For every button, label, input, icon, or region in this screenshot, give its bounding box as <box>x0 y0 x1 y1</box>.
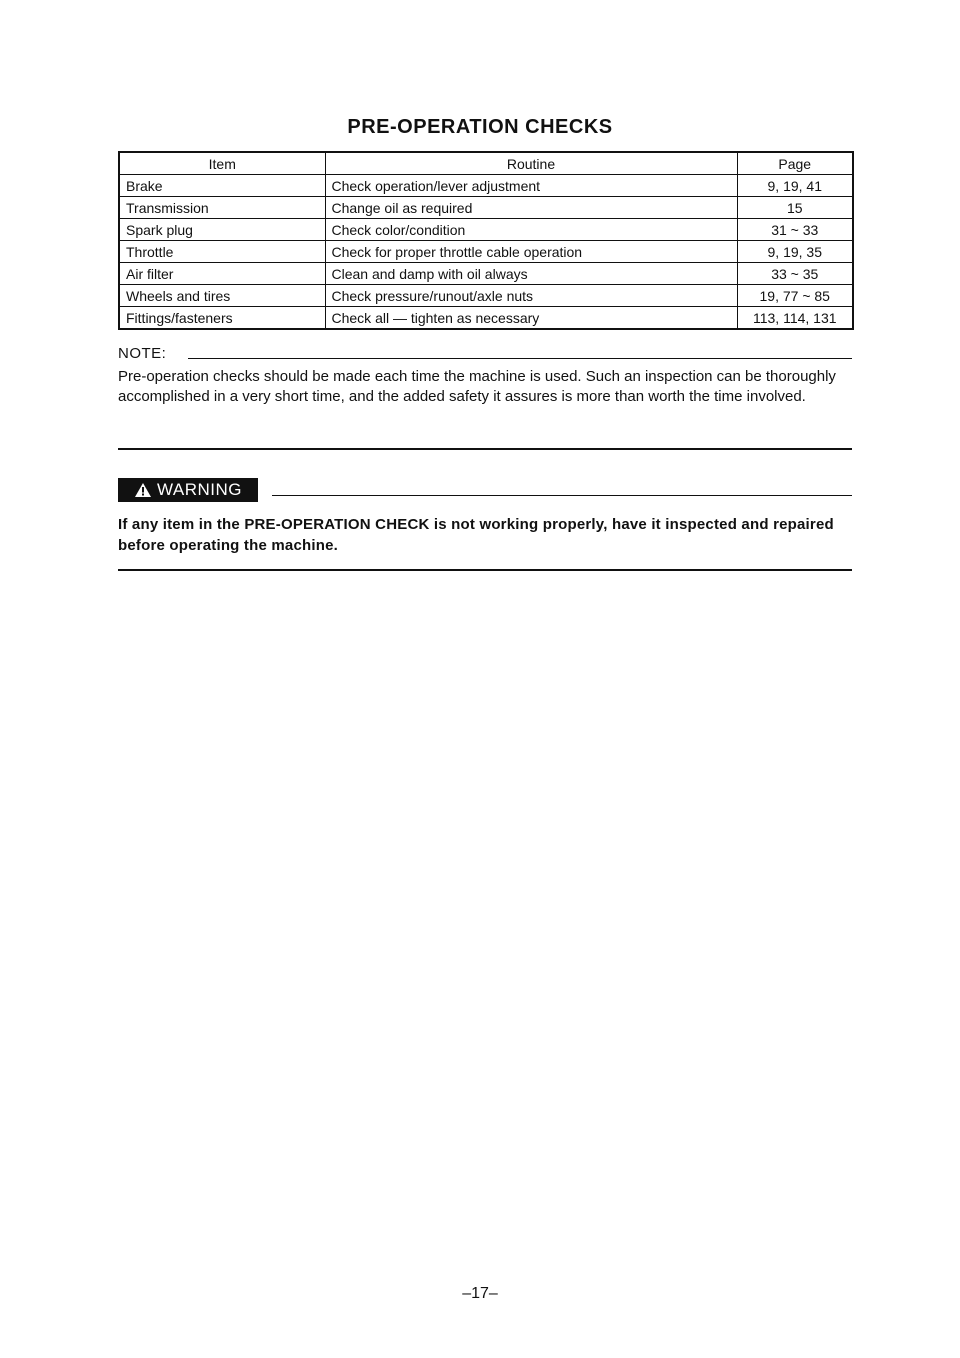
cell-item: Transmission <box>119 197 325 219</box>
pre-operation-checks-table <box>118 151 854 330</box>
table-header-row <box>119 152 853 175</box>
note-label: NOTE: <box>118 345 167 362</box>
cell-page: 31 ~ 33 <box>737 219 853 241</box>
note-divider <box>188 358 852 359</box>
header-routine: Routine <box>325 152 737 175</box>
warning-label: WARNING <box>156 480 243 499</box>
cell-routine: Check all — tighten as necessary <box>325 307 737 330</box>
warning-badge <box>118 478 258 502</box>
cell-item: Wheels and tires <box>119 285 325 307</box>
note-end-rule <box>118 448 852 450</box>
cell-item: Throttle <box>119 241 325 263</box>
cell-page: 9, 19, 41 <box>737 175 853 197</box>
cell-item: Air filter <box>119 263 325 285</box>
cell-routine: Check operation/lever adjustment <box>325 175 737 197</box>
header-item: Item <box>119 152 325 175</box>
header-page: Page <box>737 152 853 175</box>
warning-text: If any item in the PRE-OPERATION CHECK is not working properly, have it inspected and repaired before operating the machine. <box>118 516 834 554</box>
cell-routine: Clean and damp with oil always <box>325 263 737 285</box>
cell-routine: Change oil as required <box>325 197 737 219</box>
warning-divider <box>272 495 852 496</box>
note-text: Pre-operation checks should be made each time the machine is used. Such an inspection can be thoroughly accomplished in a very short time, and the added safety it assures is more than worth the time involved. <box>118 368 836 405</box>
table-row <box>119 263 853 285</box>
cell-page: 33 ~ 35 <box>737 263 853 285</box>
table-row <box>119 307 853 330</box>
page-number: –17– <box>462 1285 498 1302</box>
cell-routine: Check color/condition <box>325 219 737 241</box>
table-row <box>119 285 853 307</box>
cell-routine: Check for proper throttle cable operation <box>325 241 737 263</box>
checks-table-container <box>118 151 852 330</box>
table-row <box>119 197 853 219</box>
cell-routine: Check pressure/runout/axle nuts <box>325 285 737 307</box>
cell-page: 15 <box>737 197 853 219</box>
cell-item: Spark plug <box>119 219 325 241</box>
cell-page: 113, 114, 131 <box>737 307 853 330</box>
page-title: PRE-OPERATION CHECKS <box>347 116 613 138</box>
cell-item: Fittings/fasteners <box>119 307 325 330</box>
cell-item: Brake <box>119 175 325 197</box>
table-row <box>119 175 853 197</box>
cell-page: 9, 19, 35 <box>737 241 853 263</box>
warning-triangle-icon <box>134 482 152 498</box>
table-row <box>119 219 853 241</box>
warning-end-rule <box>118 569 852 571</box>
cell-page: 19, 77 ~ 85 <box>737 285 853 307</box>
table-row <box>119 241 853 263</box>
